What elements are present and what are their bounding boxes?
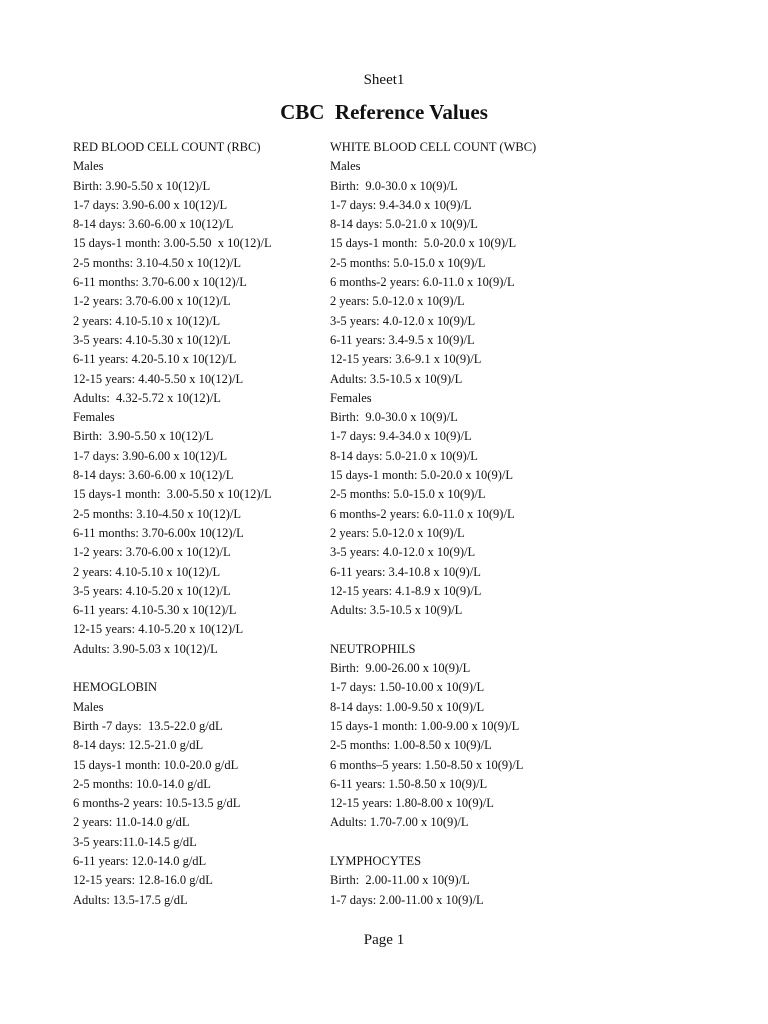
section-heading: WHITE BLOOD CELL COUNT (WBC) <box>330 140 537 154</box>
reference-value-line: 15 days-1 month: 3.00-5.50 x 10(12)/L <box>73 236 272 251</box>
reference-value-line: 8-14 days: 1.00-9.50 x 10(9)/L <box>330 699 485 714</box>
reference-value-line: 12-15 years: 3.6-9.1 x 10(9)/L <box>330 352 482 367</box>
reference-value-line: 12-15 years: 4.1-8.9 x 10(9)/L <box>330 583 482 598</box>
reference-value-line: 1-2 years: 3.70-6.00 x 10(12)/L <box>73 294 231 309</box>
reference-value-line: 3-5 years: 4.0-12.0 x 10(9)/L <box>330 313 476 328</box>
section-heading: NEUTROPHILS <box>330 641 416 656</box>
reference-value-line: 15 days-1 month: 1.00-9.00 x 10(9)/L <box>330 718 520 733</box>
reference-value-line: 2-5 months: 5.0-15.0 x 10(9)/L <box>330 255 486 270</box>
reference-value-line: 6-11 years: 12.0-14.0 g/dL <box>73 853 207 868</box>
subgroup-label: Males <box>330 159 361 174</box>
reference-value-line: Adults: 3.90-5.03 x 10(12)/L <box>73 641 218 656</box>
reference-value-line: 3-5 years: 4.10-5.20 x 10(12)/L <box>73 583 231 598</box>
reference-value-line: 2-5 months: 3.10-4.50 x 10(12)/L <box>73 255 242 270</box>
reference-value-line: 2 years: 4.10-5.10 x 10(12)/L <box>73 564 221 579</box>
reference-value-line: Birth: 2.00-11.00 x 10(9)/L <box>330 873 470 888</box>
reference-value-line: Adults: 13.5-17.5 g/dL <box>73 892 188 907</box>
reference-value-line: 12-15 years: 1.80-8.00 x 10(9)/L <box>330 796 494 811</box>
reference-value-line: 1-7 days: 3.90-6.00 x 10(12)/L <box>73 197 228 212</box>
section-neutrophils <box>330 640 630 833</box>
document-title: CBC Reference Values <box>280 100 488 124</box>
subgroup-label: Females <box>73 410 115 425</box>
right-column <box>330 138 630 910</box>
reference-value-line: 2-5 months: 1.00-8.50 x 10(9)/L <box>330 738 492 753</box>
reference-value-line: 12-15 years: 4.40-5.50 x 10(12)/L <box>73 371 244 386</box>
reference-value-line: 6-11 months: 3.70-6.00x 10(12)/L <box>73 525 244 540</box>
reference-value-line: Birth -7 days: 13.5-22.0 g/dL <box>73 718 223 733</box>
page-number: Page 1 <box>363 932 405 948</box>
section-lymphocytes <box>330 852 630 910</box>
reference-value-line: 8-14 days: 3.60-6.00 x 10(12)/L <box>73 468 234 483</box>
reference-value-line: Birth: 3.90-5.50 x 10(12)/L <box>73 178 211 193</box>
reference-value-line: 2-5 months: 3.10-4.50 x 10(12)/L <box>73 506 242 521</box>
section-heading: LYMPHOCYTES <box>330 853 422 868</box>
left-column <box>73 138 333 910</box>
reference-value-line: Birth: 3.90-5.50 x 10(12)/L <box>73 429 214 444</box>
reference-value-line: 15 days-1 month: 5.0-20.0 x 10(9)/L <box>330 468 513 483</box>
section-red-blood-cell-count-rbc <box>73 138 333 659</box>
reference-value-line: 12-15 years: 12.8-16.0 g/dL <box>73 873 213 888</box>
subgroup-label: Males <box>73 159 104 174</box>
reference-value-line: 6-11 months: 3.70-6.00 x 10(12)/L <box>73 275 247 290</box>
reference-value-line: Birth: 9.0-30.0 x 10(9)/L <box>330 410 458 425</box>
reference-value-line: 1-7 days: 9.4-34.0 x 10(9)/L <box>330 429 472 444</box>
reference-value-line: 1-7 days: 1.50-10.00 x 10(9)/L <box>330 680 485 695</box>
reference-value-line: 3-5 years:11.0-14.5 g/dL <box>73 834 197 849</box>
reference-value-line: 15 days-1 month: 3.00-5.50 x 10(12)/L <box>73 487 272 502</box>
reference-value-line: 6-11 years: 4.20-5.10 x 10(12)/L <box>73 352 237 367</box>
reference-value-line: 8-14 days: 3.60-6.00 x 10(12)/L <box>73 217 234 232</box>
section-spacer <box>73 659 333 678</box>
reference-value-line: 6-11 years: 1.50-8.50 x 10(9)/L <box>330 776 488 791</box>
reference-value-line: 3-5 years: 4.0-12.0 x 10(9)/L <box>330 545 476 560</box>
reference-value-line: 2-5 months: 10.0-14.0 g/dL <box>73 776 211 791</box>
reference-value-line: 2 years: 5.0-12.0 x 10(9)/L <box>330 294 465 309</box>
sheet-label: Sheet1 <box>363 72 405 88</box>
reference-value-line: 2 years: 4.10-5.10 x 10(12)/L <box>73 313 221 328</box>
subgroup-label: Males <box>73 699 104 714</box>
reference-value-line: Adults: 4.32-5.72 x 10(12)/L <box>73 390 221 405</box>
reference-value-line: 1-7 days: 9.4-34.0 x 10(9)/L <box>330 197 472 212</box>
reference-value-line: 6 months-2 years: 10.5-13.5 g/dL <box>73 796 241 811</box>
reference-value-line: 1-7 days: 3.90-6.00 x 10(12)/L <box>73 448 228 463</box>
reference-value-line: 8-14 days: 12.5-21.0 g/dL <box>73 738 204 753</box>
reference-value-line: Adults: 3.5-10.5 x 10(9)/L <box>330 371 463 386</box>
section-spacer <box>330 620 630 639</box>
reference-value-line: 3-5 years: 4.10-5.30 x 10(12)/L <box>73 332 231 347</box>
section-heading: RED BLOOD CELL COUNT (RBC) <box>73 140 261 154</box>
section-heading: HEMOGLOBIN <box>73 680 158 695</box>
reference-value-line: 2-5 months: 5.0-15.0 x 10(9)/L <box>330 487 486 502</box>
reference-value-line: Birth: 9.00-26.00 x 10(9)/L <box>330 661 471 676</box>
reference-value-line: 6 months-2 years: 6.0-11.0 x 10(9)/L <box>330 506 515 521</box>
reference-value-line: 12-15 years: 4.10-5.20 x 10(12)/L <box>73 622 244 637</box>
reference-value-line: Adults: 1.70-7.00 x 10(9)/L <box>330 815 469 830</box>
reference-value-line: 8-14 days: 5.0-21.0 x 10(9)/L <box>330 217 478 232</box>
reference-value-line: 6 months–5 years: 1.50-8.50 x 10(9)/L <box>330 757 524 772</box>
reference-value-line: 2 years: 5.0-12.0 x 10(9)/L <box>330 525 465 540</box>
reference-value-line: 6 months-2 years: 6.0-11.0 x 10(9)/L <box>330 275 515 290</box>
reference-value-line: 2 years: 11.0-14.0 g/dL <box>73 815 190 830</box>
section-spacer <box>330 833 630 852</box>
reference-value-line: Birth: 9.0-30.0 x 10(9)/L <box>330 178 458 193</box>
reference-value-line: 1-2 years: 3.70-6.00 x 10(12)/L <box>73 545 231 560</box>
subgroup-label: Females <box>330 390 372 405</box>
reference-value-line: 15 days-1 month: 10.0-20.0 g/dL <box>73 757 239 772</box>
reference-value-line: 1-7 days: 2.00-11.00 x 10(9)/L <box>330 892 484 907</box>
reference-value-line: 6-11 years: 3.4-9.5 x 10(9)/L <box>330 332 475 347</box>
reference-value-line: Adults: 3.5-10.5 x 10(9)/L <box>330 603 463 618</box>
reference-value-line: 6-11 years: 4.10-5.30 x 10(12)/L <box>73 603 237 618</box>
section-hemoglobin <box>73 678 333 910</box>
reference-value-line: 15 days-1 month: 5.0-20.0 x 10(9)/L <box>330 236 517 251</box>
reference-value-line: 8-14 days: 5.0-21.0 x 10(9)/L <box>330 448 478 463</box>
section-white-blood-cell-count-wbc <box>330 138 630 620</box>
reference-value-line: 6-11 years: 3.4-10.8 x 10(9)/L <box>330 564 481 579</box>
